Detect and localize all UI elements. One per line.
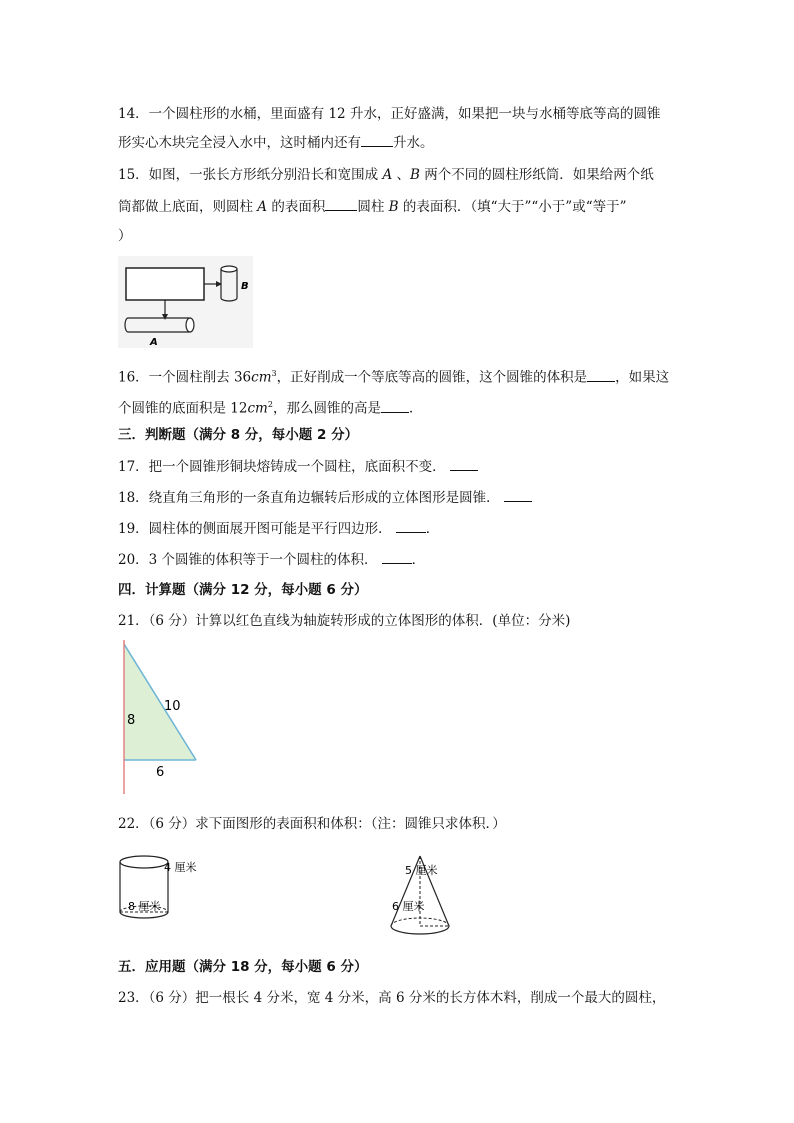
q16-unit-1: cm — [251, 369, 272, 386]
q15-text-c: 两个不同的圆柱形纸筒．如果给两个纸 — [419, 167, 654, 183]
q15-var-a2: A — [257, 199, 268, 215]
q16-unit-2: cm — [247, 400, 268, 417]
q16-exp-1: 3 — [271, 369, 277, 378]
section-3-title: 三．判断题（满分 8 分，每小题 2 分） — [118, 427, 359, 443]
q19-text: 19．圆柱体的侧面展开图可能是平行四边形． — [118, 521, 392, 537]
q16-text-b: ，正好削成一个等底等高的圆锥，这个圆锥的体积是 — [276, 369, 588, 386]
q15-var-a: A — [382, 167, 393, 183]
q15-var-b: B — [410, 167, 420, 183]
q22-cone-radius-label: 6 厘米 — [392, 900, 425, 913]
q18-text: 18．绕直角三角形的一条直角边辗转后形成的立体图形是圆锥． — [118, 490, 500, 506]
q16-line-2 — [118, 395, 422, 419]
q18-answer-blank[interactable] — [504, 487, 532, 502]
q15-line-1 — [118, 165, 654, 185]
q15-text-e: 的表面积 — [267, 199, 326, 215]
q15-text-d: 筒都做上底面，则圆柱 — [118, 199, 258, 215]
q15-var-b2: B — [388, 199, 399, 215]
q15-text-g: 的表面积．（填“大于”“小于”或“等于” — [398, 199, 627, 215]
q15-figure — [118, 256, 253, 348]
q20-answer-blank[interactable] — [382, 549, 412, 564]
q16-height-blank[interactable] — [381, 398, 409, 413]
q15-text-f: 圆柱 — [357, 199, 389, 215]
q15-label-b: B — [241, 281, 249, 292]
q21-triangle-figure — [118, 640, 208, 796]
section-5-title: 五．应用题（满分 18 分，每小题 6 分） — [118, 959, 368, 975]
q14-line-1: 14．一个圆柱形的水桶，里面盛有 12 升水，正好盛满，如果把一块与水桶等底等高的圆锥 — [118, 106, 661, 122]
q15-line-3: ） — [118, 228, 132, 244]
q22-line: 22．（6 分）求下面图形的表面积和体积：（注：圆锥只求体积．） — [118, 816, 506, 832]
q16-line-1 — [118, 364, 669, 388]
q22-cone-base-front — [391, 926, 449, 934]
q16-text-a: 16．一个圆柱削去 36 — [118, 369, 252, 386]
q15-text-a: 15．如图，一张长方形纸分别沿长和宽围成 — [118, 167, 383, 183]
q21-line: 21．（6 分）计算以红色直线为轴旋转形成的立体图形的体积．(单位：分米) — [118, 613, 571, 629]
q20-text: 20．3 个圆锥的体积等于一个圆柱的体积． — [118, 552, 378, 568]
q17-answer-blank[interactable] — [450, 456, 478, 471]
q15-answer-blank[interactable] — [325, 196, 357, 211]
q18-line — [118, 487, 532, 508]
q21-hyp-label: 10 — [164, 699, 181, 714]
q22-cylinder-diam-label: 8 厘米 — [128, 900, 161, 913]
section-4-title: 四．计算题（满分 12 分，每小题 6 分） — [118, 582, 368, 598]
q14-answer-blank[interactable] — [361, 132, 393, 147]
q19-end: ． — [425, 521, 440, 537]
q15-paper-rect — [126, 268, 204, 300]
q17-line — [118, 456, 478, 477]
q16-text-c: ，如果这 — [615, 369, 670, 386]
q19-line — [118, 518, 439, 539]
q16-text-e: ，那么圆锥的高是 — [272, 400, 381, 417]
q15-line-2 — [118, 196, 627, 217]
q16-text-d: 个圆锥的底面积是 12 — [118, 400, 248, 417]
q21-height-label: 8 — [127, 713, 136, 728]
q14-text-b: 升水。 — [393, 135, 434, 151]
q16-exp-2: 2 — [267, 400, 273, 409]
q22-cylinder-figure — [118, 852, 208, 930]
q22-cylinder-top — [120, 856, 168, 868]
q21-base-label: 6 — [156, 765, 165, 780]
q14-line-2 — [118, 132, 434, 153]
q20-line — [118, 549, 425, 570]
q22-cone-height-label: 5 厘米 — [405, 864, 438, 877]
q16-text-f: ． — [408, 400, 423, 417]
q22-cylinder-height-label: 4 厘米 — [164, 861, 197, 874]
q15-text-b: 、 — [392, 167, 411, 183]
q17-text: 17．把一个圆锥形铜块熔铸成一个圆柱，底面积不变． — [118, 459, 446, 475]
q23-line: 23．（6 分）把一根长 4 分米，宽 4 分米，高 6 分米的长方体木料，削成一个最大的圆柱， — [118, 990, 666, 1006]
q22-cone-figure — [388, 852, 468, 942]
q19-answer-blank[interactable] — [396, 518, 426, 533]
q16-volume-blank[interactable] — [587, 367, 615, 382]
q20-end: ． — [411, 552, 426, 568]
q15-label-a: A — [150, 337, 158, 348]
q14-text-a: 形实心木块完全浸入水中，这时桶内还有 — [118, 135, 361, 151]
